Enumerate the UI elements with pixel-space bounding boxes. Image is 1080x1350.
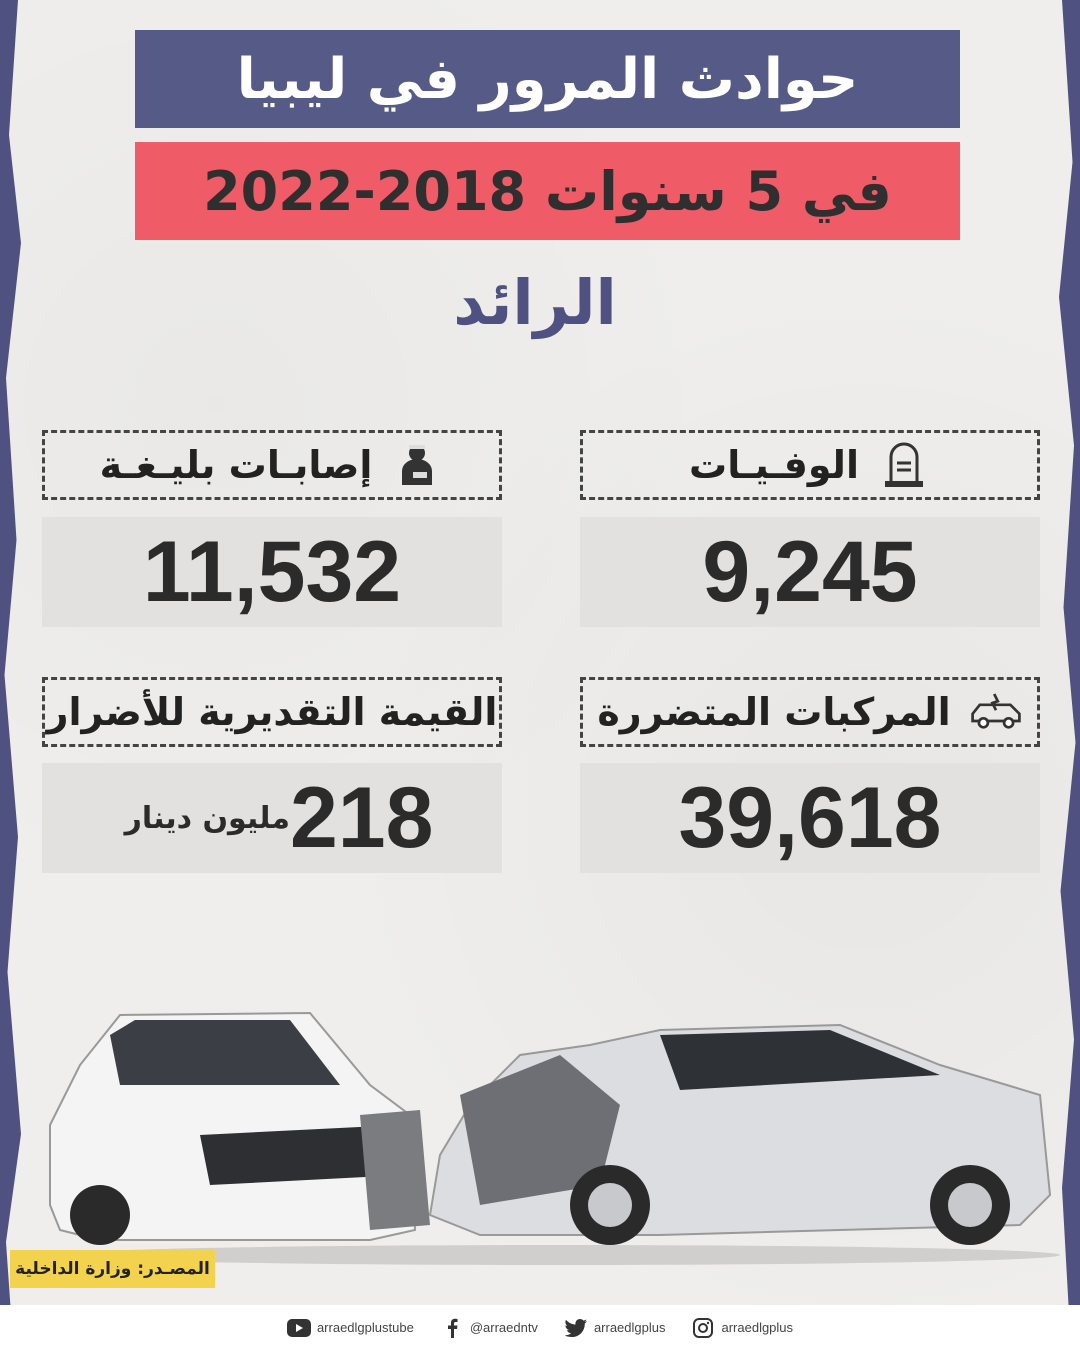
damages-label: القيمة التقديرية للأضرار bbox=[46, 690, 498, 734]
twitter-link[interactable] bbox=[564, 1318, 666, 1338]
facebook-icon bbox=[440, 1318, 464, 1338]
injuries-label: إصابـات بليـغـة bbox=[99, 443, 373, 487]
page-title: حوادث المرور في ليبيا bbox=[236, 46, 859, 112]
deaths-label-box bbox=[580, 430, 1040, 500]
youtube-icon bbox=[287, 1318, 311, 1338]
youtube-link[interactable] bbox=[287, 1318, 414, 1338]
deaths-value: 9,245 bbox=[702, 523, 918, 620]
injuries-value: 11,532 bbox=[142, 523, 402, 620]
damages-unit: مليون دينار bbox=[124, 800, 290, 836]
tombstone-icon bbox=[877, 441, 931, 489]
vehicles-label: المركبات المتضررة bbox=[597, 690, 951, 734]
social-footer bbox=[0, 1305, 1080, 1350]
vehicles-label-box bbox=[580, 677, 1040, 747]
vehicles-value: 39,618 bbox=[678, 769, 942, 866]
damages-value-box bbox=[42, 763, 502, 873]
facebook-link[interactable] bbox=[440, 1318, 538, 1338]
source-note: المصـدر: وزارة الداخلية bbox=[10, 1250, 215, 1288]
page-subtitle: في 5 سنوات 2018-2022 bbox=[203, 159, 892, 223]
youtube-handle: arraedlgplustube bbox=[316, 1320, 414, 1335]
instagram-handle: arraedlgplus bbox=[721, 1320, 794, 1335]
damages-value: 218 bbox=[289, 769, 434, 866]
instagram-icon bbox=[691, 1318, 715, 1338]
subtitle-banner bbox=[135, 142, 960, 240]
injured-person-icon bbox=[390, 441, 444, 489]
injuries-label-box bbox=[42, 430, 502, 500]
deaths-value-box bbox=[580, 517, 1040, 627]
deaths-label: الوفـيـات bbox=[689, 443, 859, 487]
crashed-cars-illustration bbox=[40, 1005, 1060, 1265]
injuries-value-box bbox=[42, 517, 502, 627]
vehicles-value-box bbox=[580, 763, 1040, 873]
crashed-car-icon bbox=[969, 688, 1023, 736]
title-banner bbox=[135, 30, 960, 128]
facebook-handle: @arraedntv bbox=[469, 1320, 538, 1335]
damages-label-box bbox=[42, 677, 502, 747]
brand-logo: الرائد bbox=[453, 265, 617, 339]
instagram-link[interactable] bbox=[691, 1318, 793, 1338]
twitter-icon bbox=[564, 1318, 588, 1338]
twitter-handle: arraedlgplus bbox=[593, 1320, 666, 1335]
